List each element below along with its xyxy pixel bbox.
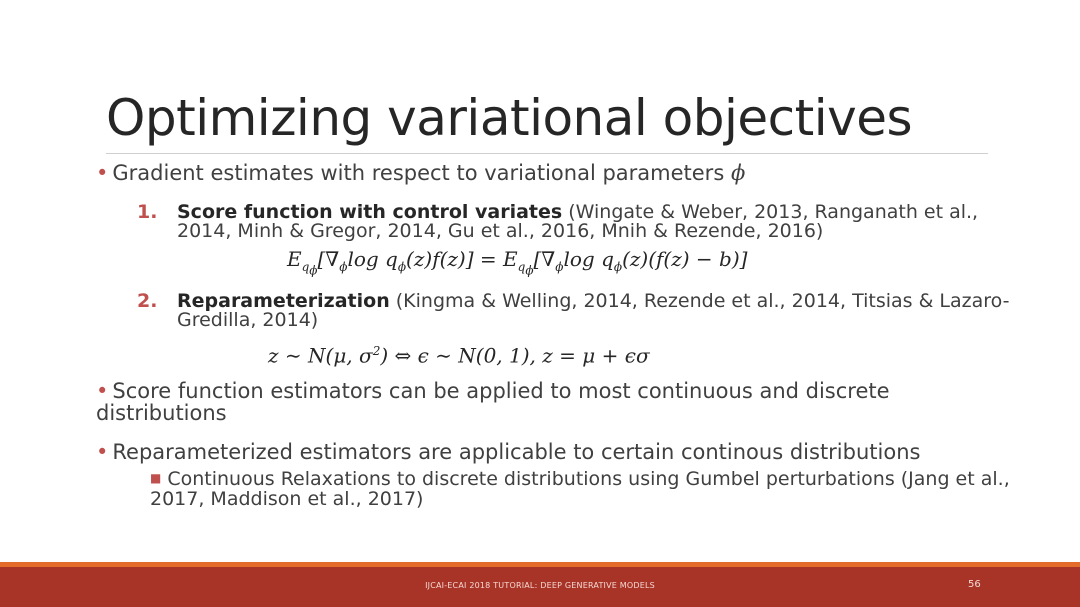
bullet-text: Reparameterized estimators are applicable to certain continous distributions bbox=[112, 440, 921, 464]
eq-rhs-sub-phi: ϕ bbox=[525, 263, 534, 278]
item-bold-label: Reparameterization bbox=[177, 290, 390, 312]
title-divider bbox=[106, 153, 988, 154]
eq-rhs-expectation: E bbox=[503, 247, 518, 271]
bullet-text: Gradient estimates with respect to variational parameters bbox=[112, 161, 725, 185]
slide-title: Optimizing variational objectives bbox=[106, 89, 913, 147]
eq-rhs-log: log q bbox=[563, 247, 614, 271]
list-item-score-function bbox=[137, 203, 1027, 241]
eq-z-dist: z ∼ N(μ, σ bbox=[268, 343, 373, 368]
item-text bbox=[177, 292, 1027, 330]
item-bold-label: Score function with control variates bbox=[177, 201, 563, 223]
item-number: 1. bbox=[137, 201, 158, 223]
item-citation: (Kingma & Welling, 2014, Rezende et al., 2014, Titsias & Lazaro-Gredilla, 2014) bbox=[177, 290, 1010, 331]
footer-text: IJCAI-ECAI 2018 TUTORIAL: DEEP GENERATIVE MODELS bbox=[425, 581, 655, 590]
eq-lhs-tail: (z)f(z)] = bbox=[406, 247, 504, 271]
eq-sub-phi: ϕ bbox=[309, 263, 318, 278]
eq-rhs-grad: [∇ bbox=[533, 247, 556, 271]
eq-rhs-tail: (z)(f(z) − b)] bbox=[622, 247, 748, 271]
bullet-dot-icon: • bbox=[96, 379, 109, 403]
item-text bbox=[177, 203, 1027, 241]
sub-bullet-text: Continuous Relaxations to discrete distributions using Gumbel perturbations (Jang et al., 2017, Maddison et al., 2017) bbox=[150, 468, 1010, 510]
eq-rhs-sub-q: q bbox=[517, 260, 526, 274]
eq-grad-sub: ϕ bbox=[339, 260, 348, 274]
eq-rhs-grad-sub: ϕ bbox=[555, 260, 564, 274]
reparameterization-equation bbox=[268, 338, 650, 369]
page-number: 56 bbox=[968, 579, 981, 590]
score-function-equation bbox=[287, 246, 747, 283]
bullet-text: Score function estimators can be applied to most continuous and discrete distributions bbox=[96, 379, 890, 425]
footer-bar bbox=[0, 567, 1080, 607]
item-citation: (Wingate & Weber, 2013, Ranganath et al., 2014, Minh & Gregor, 2014, Gu et al., 2016, Mnih & Rezende, 2016) bbox=[177, 201, 979, 242]
eq-sigma-squared: 2 bbox=[372, 344, 381, 358]
eq-q-sub: ϕ bbox=[397, 260, 407, 274]
eq-log: log q bbox=[347, 247, 398, 271]
bullet-reparameterized-estimators bbox=[96, 441, 1026, 463]
phi-symbol: ϕ bbox=[730, 161, 746, 185]
list-item-reparameterization bbox=[137, 292, 1027, 330]
square-bullet-icon: ■ bbox=[150, 471, 162, 485]
eq-rhs-q-sub: ϕ bbox=[613, 260, 623, 274]
eq-epsilon-dist: ϵ ∼ N(0, 1), z = μ + ϵσ bbox=[417, 343, 650, 368]
bullet-dot-icon: • bbox=[96, 161, 109, 185]
eq-equivalence: ) ⇔ bbox=[380, 343, 418, 368]
bullet-gradient-estimates bbox=[96, 162, 1026, 184]
bullet-dot-icon: • bbox=[96, 440, 109, 464]
bullet-score-function-estimators bbox=[96, 380, 1026, 424]
eq-sub-q: q bbox=[301, 260, 310, 274]
eq-grad: [∇ bbox=[317, 247, 340, 271]
eq-expectation: E bbox=[287, 247, 302, 271]
sub-bullet-gumbel bbox=[150, 468, 1030, 509]
item-number: 2. bbox=[137, 290, 158, 312]
